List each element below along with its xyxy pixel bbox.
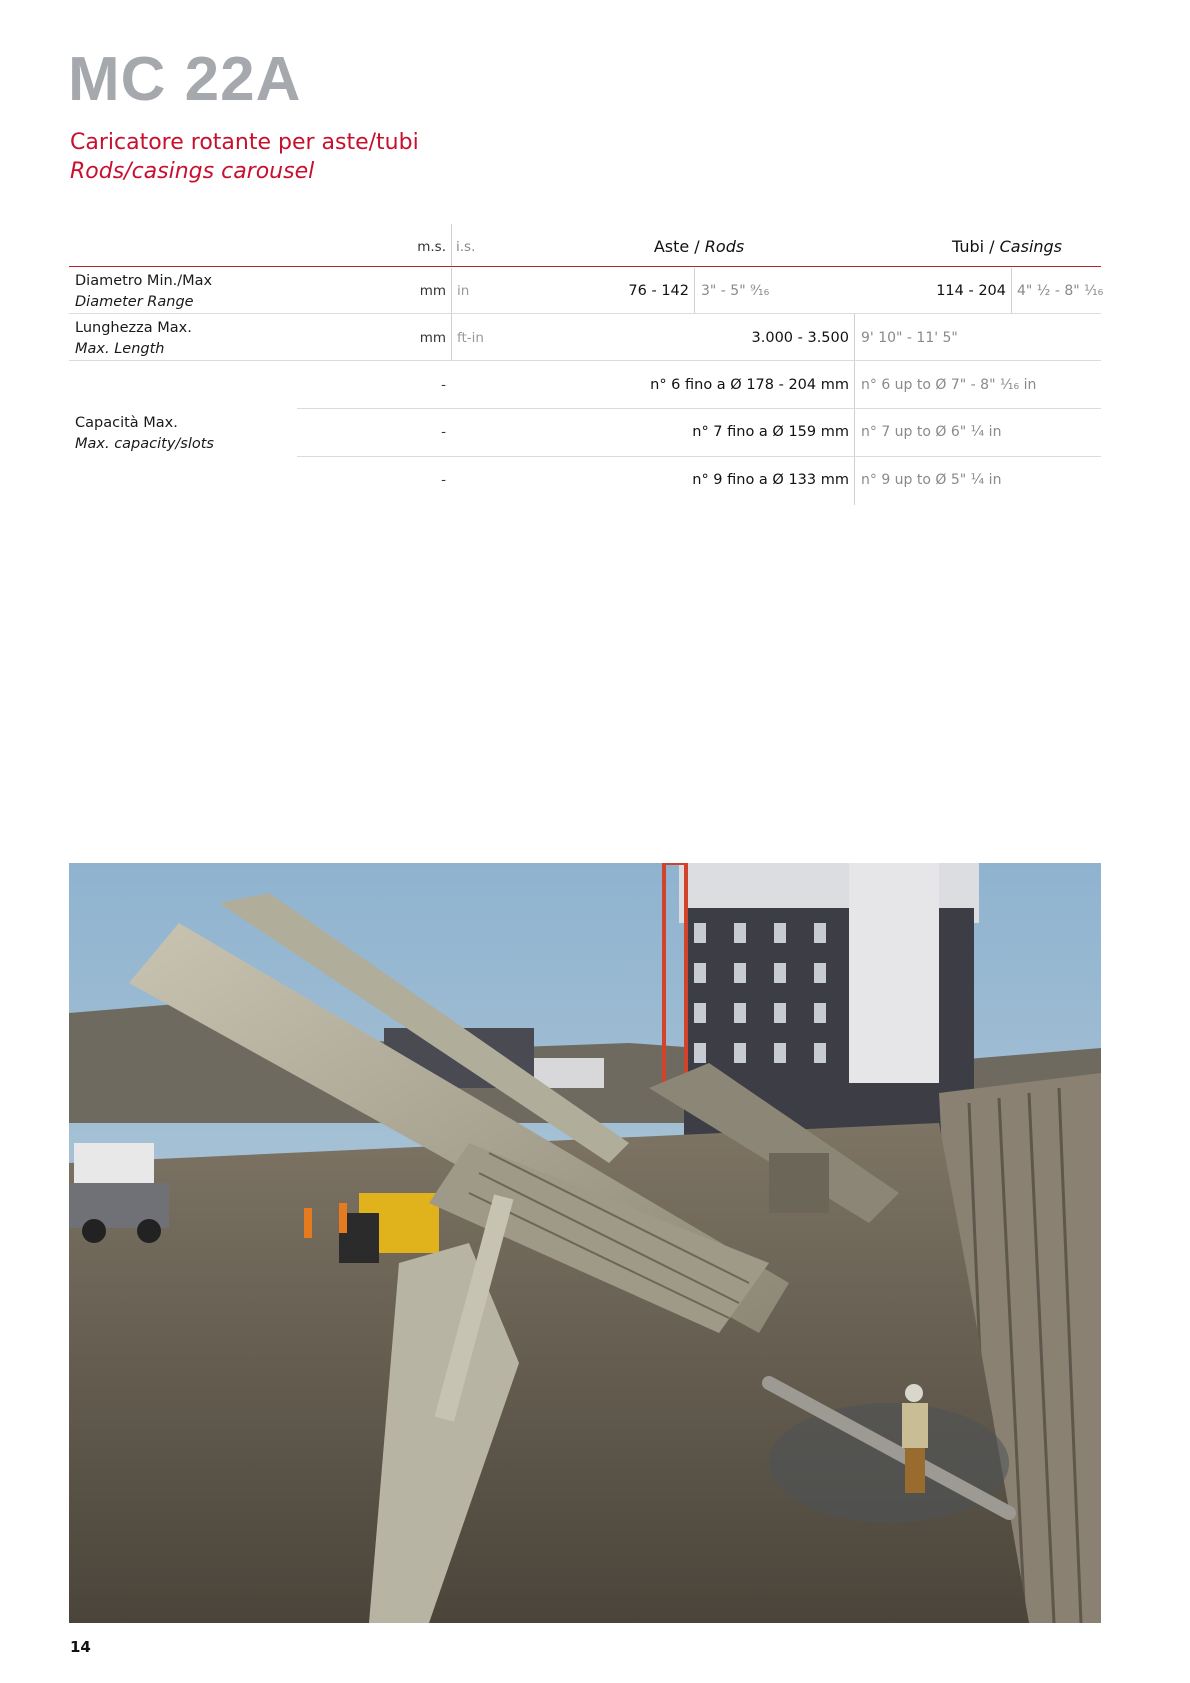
col-divider [451,268,452,313]
casings-diameter-ms: 114 - 204 [936,283,1006,299]
length-value-is: 9' 10" - 11' 5" [861,330,958,346]
casings-diameter-is: 4" ½ - 8" ¹⁄₁₆ [1017,283,1104,299]
row-divider [297,456,1101,457]
subtitle-italian: Caricatore rotante per aste/tubi [70,130,419,155]
capacity-7-ms: n° 7 fino a Ø 159 mm [692,424,849,440]
header-rule [69,266,1101,267]
capacity-7-is: n° 7 up to Ø 6" ¼ in [861,424,1002,440]
subtitle-english: Rods/casings carousel [70,159,315,184]
capacity-unit: - [441,377,446,393]
capacity-6-is: n° 6 up to Ø 7" - 8" ¹⁄₁₆ in [861,377,1037,393]
capacity-label: Capacità Max. Max. capacity/slots [75,415,214,452]
length-unit-is: ft-in [457,330,484,346]
length-unit-ms: mm [419,330,446,346]
capacity-unit: - [441,424,446,440]
row-divider [69,313,1101,314]
rods-diameter-ms: 76 - 142 [628,283,689,299]
spec-table [69,220,1104,505]
length-value-ms: 3.000 - 3.500 [751,330,849,346]
row-divider [297,408,1101,409]
length-label: Lunghezza Max. Max. Length [75,320,192,357]
header-imperial-system: i.s. [456,239,476,255]
diameter-label: Diametro Min./Max Diameter Range [75,273,213,310]
capacity-9-is: n° 9 up to Ø 5" ¼ in [861,472,1002,488]
row-divider [69,360,1101,361]
col-divider [451,314,452,360]
col-divider [854,314,855,505]
diameter-unit-is: in [457,283,470,299]
capacity-unit: - [441,472,446,488]
product-title: MC 22A [68,45,302,114]
capacity-9-ms: n° 9 fino a Ø 133 mm [692,472,849,488]
capacity-6-ms: n° 6 fino a Ø 178 - 204 mm [650,377,849,393]
header-rods: Aste / Rods [653,237,745,256]
drilling-rig-photo [69,863,1101,1623]
rods-diameter-is: 3" - 5" ⁹⁄₁₆ [701,283,770,299]
header-casings: Tubi / Casings [951,237,1063,256]
col-divider [694,268,695,313]
col-divider [1011,268,1012,313]
page-number: 14 [70,1638,91,1656]
diameter-unit-ms: mm [419,283,446,299]
header-divider [451,224,452,266]
header-metric-system: m.s. [417,239,446,255]
